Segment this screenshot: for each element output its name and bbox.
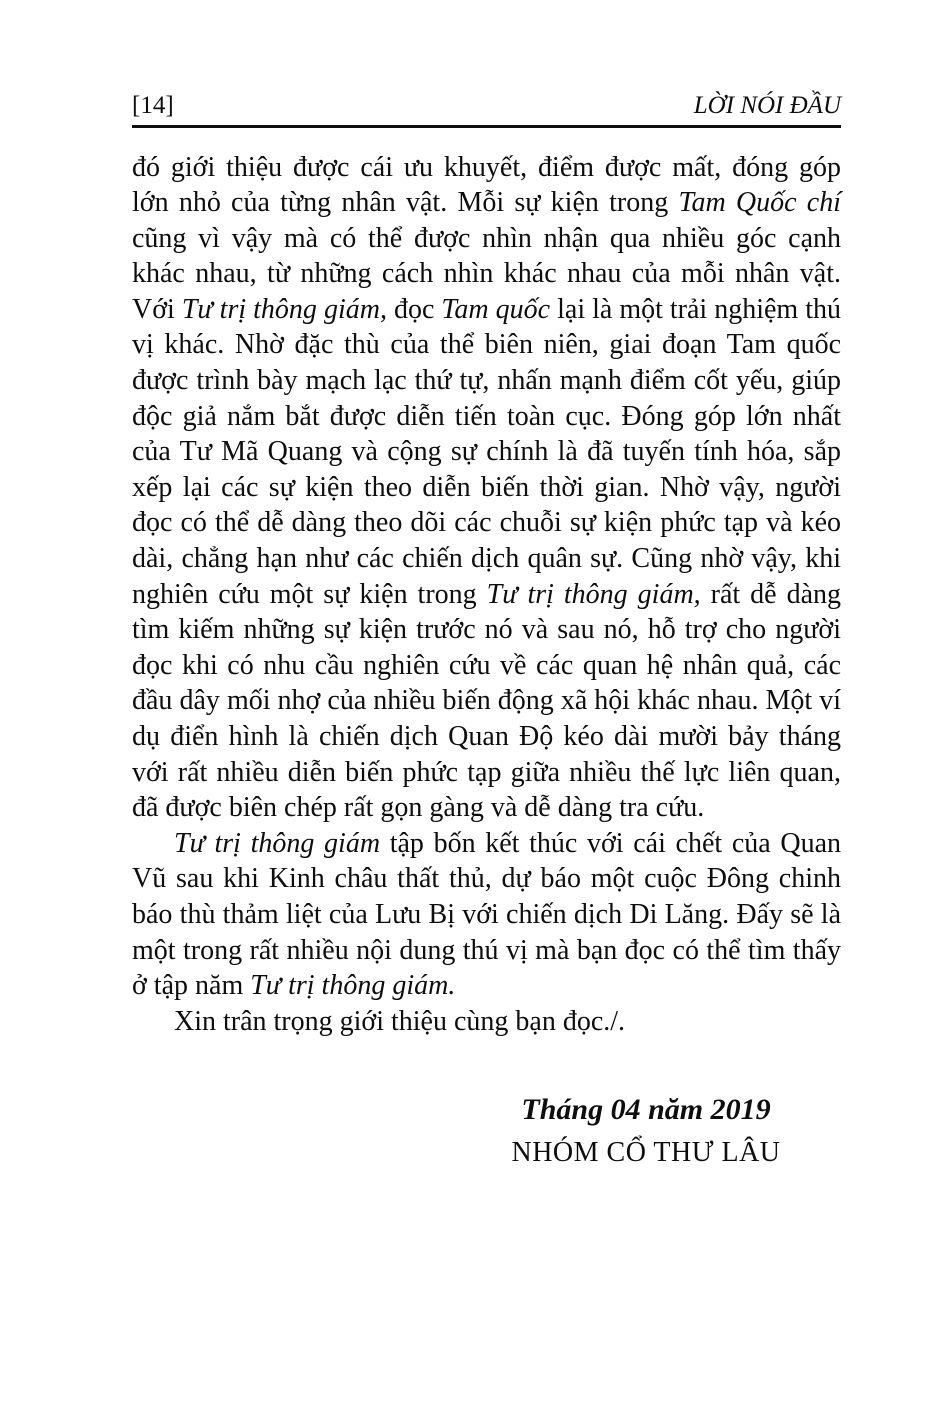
signature-group-name: NHÓM CỔ THƯ LÂU: [511, 1137, 781, 1169]
book-title-run: Tư trị thông giám.: [250, 970, 456, 1002]
book-title-run: Tam Quốc chí: [678, 187, 842, 219]
text-run: cũng vì vậy mà có thể được nhìn nhận qua nhiều góc cạnh khác nhau, từ những cách nhìn khác nhau của mỗi nhân vật. Với: [132, 222, 841, 325]
paragraph: [132, 1004, 841, 1040]
text-run: rất dễ dàng tìm kiếm những sự kiện trước nó và sau nó, hỗ trợ cho người đọc khi có nhu cầu nghiên cứu về các quan hệ nhân quả, các đầu dây mối nhợ của nhiều biến động xã hội khác nhau. Một ví dụ điển hình là chiến dịch Quan Độ kéo dài mười bảy tháng với rất nhiều diễn biến phức tạp giữa nhiều thế lực liên quan, đã được biên chép rất gọn gàng và dễ dàng tra cứu.: [132, 578, 841, 824]
text-run: tập bốn kết thúc với cái chết của Quan Vũ sau khi Kinh châu thất thủ, dự báo một cuộc Đông chinh báo thù thảm liệt của Lưu Bị với chiến dịch Di Lăng. Đấy sẽ là một trong rất nhiều nội dung thú vị mà bạn đọc có thể tìm thấy ở tập năm: [132, 827, 841, 1002]
signature-block: [481, 1087, 811, 1174]
book-title-run: Tư trị thông giám,: [486, 578, 701, 610]
book-title-run: Tư trị thông giám: [174, 827, 381, 859]
paragraph: [132, 826, 841, 1004]
text-run: lại là một trải nghiệm thú vị khác. Nhờ đặc thù của thể biên niên, giai đoạn Tam quốc được trình bày mạch lạc thứ tự, nhấn mạnh điểm cốt yếu, giúp độc giả nắm bắt được diễn tiến toàn cục. Đóng góp lớn nhất của Tư Mã Quang và cộng sự chính là đã tuyến tính hóa, sắp xếp lại các sự kiện theo diễn biến thời gian. Nhờ vậy, người đọc có thể dễ dàng theo dõi các chuỗi sự kiện phức tạp và kéo dài, chẳng hạn như các chiến dịch quân sự. Cũng nhờ vậy, khi nghiên cứu một sự kiện trong: [132, 293, 842, 610]
book-title-run: Tam quốc: [441, 293, 551, 325]
page-number: [14]: [132, 92, 174, 119]
signature-date: Tháng 04 năm 2019: [521, 1093, 771, 1127]
text-run: đọc: [386, 293, 442, 325]
text-run: Xin trân trọng giới thiệu cùng bạn đọc./.: [174, 1005, 626, 1037]
body-text: [132, 150, 841, 1040]
book-title-run: Tư trị thông giám,: [181, 293, 387, 325]
text-run: đó giới thiệu được cái ưu khuyết, điểm được mất, đóng góp lớn nhỏ của từng nhân vật. Mỗi sự kiện trong: [132, 151, 841, 219]
running-header: [132, 92, 841, 128]
chapter-title: LỜI NÓI ĐẦU: [693, 92, 841, 119]
paragraph: [132, 150, 841, 826]
